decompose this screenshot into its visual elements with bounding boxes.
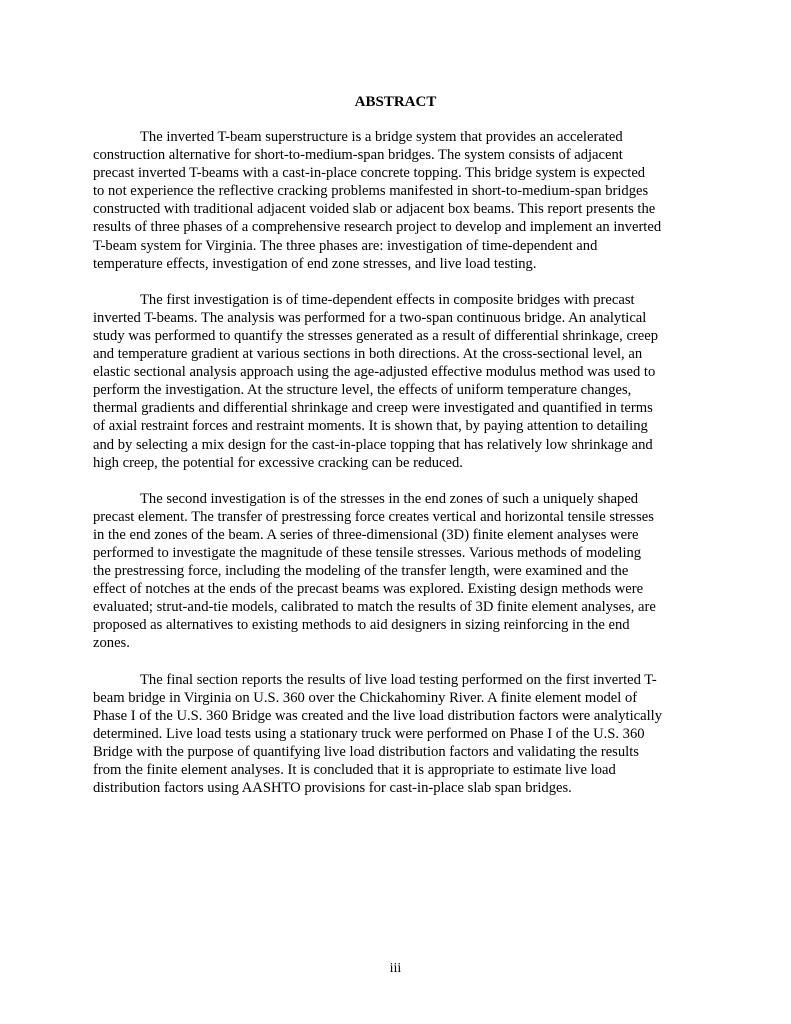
text-line: beam bridge in Virginia on U.S. 360 over the Chickahominy River. A finite element model of bbox=[93, 689, 638, 706]
paragraph-3 bbox=[93, 490, 698, 653]
page-title: ABSTRACT bbox=[354, 94, 437, 110]
text-line: the prestressing force, including the modeling of the transfer length, were examined and the bbox=[93, 563, 629, 580]
text-line: and temperature gradient at various sections in both directions. At the cross-sectional level, an bbox=[93, 346, 643, 363]
text-line: temperature effects, investigation of end zone stresses, and live load testing. bbox=[93, 255, 537, 272]
text-line: inverted T-beams. The analysis was performed for a two-span continuous bridge. An analytical bbox=[93, 309, 647, 326]
text-line: high creep, the potential for excessive cracking can be reduced. bbox=[93, 454, 463, 471]
text-line: evaluated; strut-and-tie models, calibrated to match the results of 3D finite element analyses, are bbox=[93, 599, 656, 616]
abstract-body bbox=[93, 128, 698, 815]
text-line: The first investigation is of time-dependent effects in composite bridges with precast bbox=[140, 291, 635, 308]
text-line: determined. Live load tests using a stationary truck were performed on Phase I of the U.S. 360 bbox=[93, 725, 645, 742]
text-line: distribution factors using AASHTO provisions for cast-in-place slab span bridges. bbox=[93, 780, 572, 797]
text-line: The final section reports the results of live load testing performed on the first inverted T- bbox=[140, 671, 657, 688]
text-line: Bridge with the purpose of quantifying live load distribution factors and validating the results bbox=[93, 743, 639, 760]
text-line: of axial restraint forces and restraint moments. It is shown that, by paying attention to detailing bbox=[93, 418, 648, 435]
text-line: effect of notches at the ends of the precast beams was explored. Existing design methods were bbox=[93, 581, 644, 598]
paragraph-1 bbox=[93, 128, 698, 273]
text-line: and by selecting a mix design for the cast-in-place topping that has relatively low shrinkage and bbox=[93, 436, 653, 453]
paragraph-4 bbox=[93, 671, 698, 798]
text-line: results of three phases of a comprehensive research project to develop and implement an inverted bbox=[93, 219, 662, 236]
page-number: iii bbox=[389, 961, 402, 976]
paragraph-2 bbox=[93, 291, 698, 472]
text-line: Phase I of the U.S. 360 Bridge was created and the live load distribution factors were analytically bbox=[93, 707, 662, 724]
text-line: thermal gradients and differential shrinkage and creep were investigated and quantified in terms bbox=[93, 400, 653, 417]
text-line: precast inverted T-beams with a cast-in-place concrete topping. This bridge system is expected bbox=[93, 165, 646, 182]
text-line: study was performed to quantify the stresses generated as a result of differential shrinkage, creep bbox=[93, 327, 659, 344]
text-line: from the finite element analyses. It is concluded that it is appropriate to estimate live load bbox=[93, 762, 616, 778]
text-line: performed to investigate the magnitude of these tensile stresses. Various methods of modeling bbox=[93, 544, 642, 561]
text-line: T-beam system for Virginia. The three phases are: investigation of time-dependent and bbox=[93, 237, 598, 254]
text-line: elastic sectional analysis approach using the age-adjusted effective modulus method was used to bbox=[93, 364, 656, 381]
text-line: The inverted T-beam superstructure is a bridge system that provides an accelerated bbox=[140, 129, 623, 145]
text-line: to not experience the reflective cracking problems manifested in short-to-medium-span bridges bbox=[93, 183, 649, 200]
text-line: in the end zones of the beam. A series of three-dimensional (3D) finite element analyses were bbox=[93, 526, 639, 543]
text-line: perform the investigation. At the structure level, the effects of uniform temperature changes, bbox=[93, 382, 632, 399]
text-line: precast element. The transfer of prestressing force creates vertical and horizontal tensile stresses bbox=[93, 508, 654, 525]
text-line: The second investigation is of the stresses in the end zones of such a uniquely shaped bbox=[140, 490, 639, 507]
text-line: constructed with traditional adjacent voided slab or adjacent box beams. This report presents the bbox=[93, 201, 656, 218]
text-line: construction alternative for short-to-medium-span bridges. The system consists of adjacent bbox=[93, 147, 623, 164]
text-line: zones. bbox=[93, 635, 130, 652]
text-line: proposed as alternatives to existing methods to aid designers in sizing reinforcing in the end bbox=[93, 617, 630, 634]
